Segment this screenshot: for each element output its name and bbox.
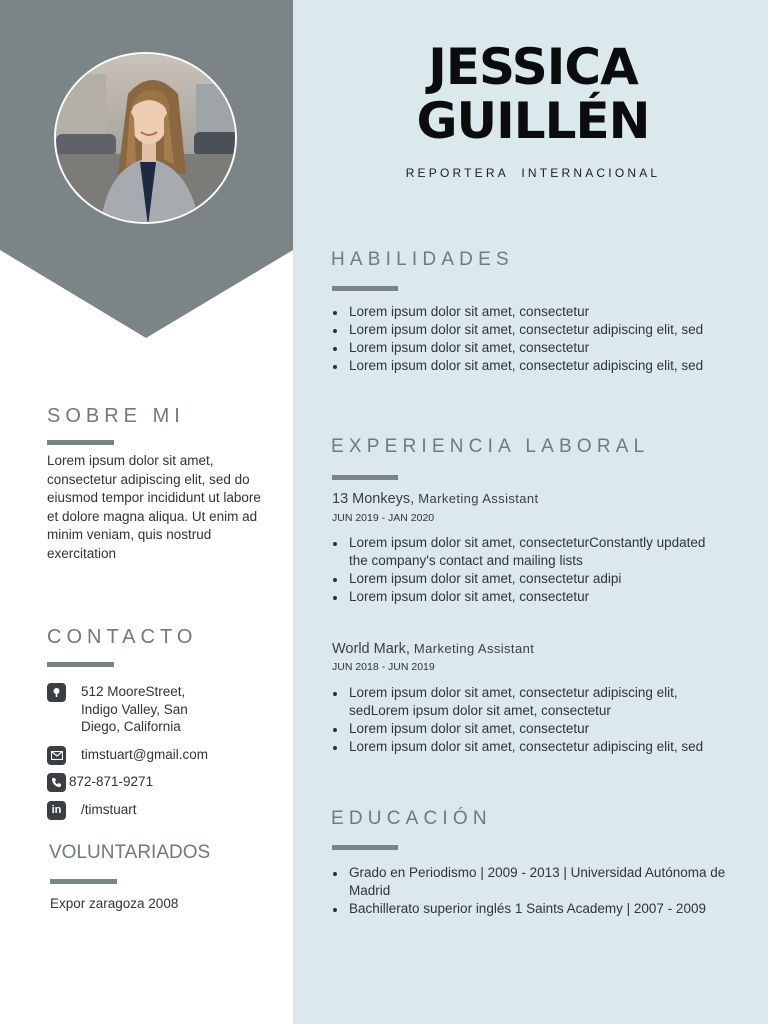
address-line-2: Indigo Valley, San <box>81 701 188 717</box>
email-text[interactable]: timstuart@gmail.com <box>81 747 208 762</box>
job-2-company: World Mark, <box>332 641 410 657</box>
linkedin-icon: in <box>47 801 66 820</box>
first-name: JESSICA <box>428 38 638 96</box>
address-text <box>81 683 188 736</box>
skills-heading: HABILIDADES <box>331 249 514 270</box>
full-name <box>293 40 768 148</box>
job-1-dates: JUN 2019 - JAN 2020 <box>332 512 435 524</box>
volunteering-item: Expor zaragoza 2008 <box>50 896 179 911</box>
job-1-title <box>332 491 539 507</box>
last-name: GUILLÉN <box>416 92 650 150</box>
contact-address <box>47 683 188 736</box>
experience-heading: EXPERIENCIA LABORAL <box>331 436 650 457</box>
job-bullet: Lorem ipsum dolor sit amet, consectetur adipiscing elit, sedLorem ipsum dolor sit amet, consectetur <box>331 684 726 720</box>
linkedin-text[interactable]: /timstuart <box>81 802 137 817</box>
skill-item: Lorem ipsum dolor sit amet, consectetur adipiscing elit, sed <box>331 357 726 375</box>
skill-item: Lorem ipsum dolor sit amet, consectetur adipiscing elit, sed <box>331 321 726 339</box>
address-line-3: Diego, California <box>81 719 181 734</box>
experience-divider <box>332 475 398 480</box>
right-column <box>293 0 768 1024</box>
profile-photo <box>54 52 237 224</box>
skill-item: Lorem ipsum dolor sit amet, consectetur <box>331 303 726 321</box>
address-line-1: 512 MooreStreet, <box>81 684 186 699</box>
job-bullet: Lorem ipsum dolor sit amet, consectetur <box>331 588 726 606</box>
volunteering-divider <box>50 879 117 884</box>
portrait-photo-icon <box>56 54 237 224</box>
volunteering-heading: VOLUNTARIADOS <box>49 842 211 863</box>
skills-list <box>331 303 726 375</box>
email-icon <box>47 746 66 765</box>
skills-divider <box>332 286 398 291</box>
contact-email[interactable] <box>47 746 208 765</box>
job-1-position: Marketing Assistant <box>414 491 539 506</box>
contact-divider <box>47 662 114 667</box>
job-2-bullets <box>331 684 726 756</box>
job-2-title <box>332 641 534 657</box>
job-role: REPORTERA INTERNACIONAL <box>405 166 661 180</box>
job-1-bullets <box>331 534 726 606</box>
job-bullet: Lorem ipsum dolor sit amet, consectetur <box>331 720 726 738</box>
skill-item: Lorem ipsum dolor sit amet, consectetur <box>331 339 726 357</box>
about-heading: SOBRE MI <box>47 405 185 427</box>
about-text: Lorem ipsum dolor sit amet, consectetur adipiscing elit, sed do eiusmod tempor incididunt ut labore et dolore magna aliqua. Ut enim ad minim veniam, quis nostrud exercitation <box>47 453 261 561</box>
job-bullet: Lorem ipsum dolor sit amet, consecteturConstantly updated the company's contact and mailing lists <box>331 534 726 570</box>
education-list <box>331 864 726 918</box>
job-bullet: Lorem ipsum dolor sit amet, consectetur adipi <box>331 570 726 588</box>
contact-heading: CONTACTO <box>47 626 198 648</box>
job-1-company: 13 Monkeys, <box>332 491 415 507</box>
job-2-dates: JUN 2018 - JUN 2019 <box>332 661 435 673</box>
phone-icon <box>47 773 66 792</box>
education-divider <box>332 845 398 850</box>
location-icon <box>47 683 66 702</box>
about-divider <box>47 440 114 445</box>
education-heading: EDUCACIÓN <box>331 808 492 829</box>
left-column <box>0 0 293 1024</box>
education-item: Grado en Periodismo | 2009 - 2013 | Universidad Autónoma de Madrid <box>331 864 726 900</box>
job-2-position: Marketing Assistant <box>409 641 535 656</box>
education-item: Bachillerato superior inglés 1 Saints Academy | 2007 - 2009 <box>331 900 726 918</box>
phone-text[interactable]: 872-871-9271 <box>69 774 154 789</box>
contact-phone[interactable] <box>47 773 153 792</box>
contact-linkedin[interactable] <box>47 801 137 820</box>
job-bullet: Lorem ipsum dolor sit amet, consectetur adipiscing elit, sed <box>331 738 726 756</box>
